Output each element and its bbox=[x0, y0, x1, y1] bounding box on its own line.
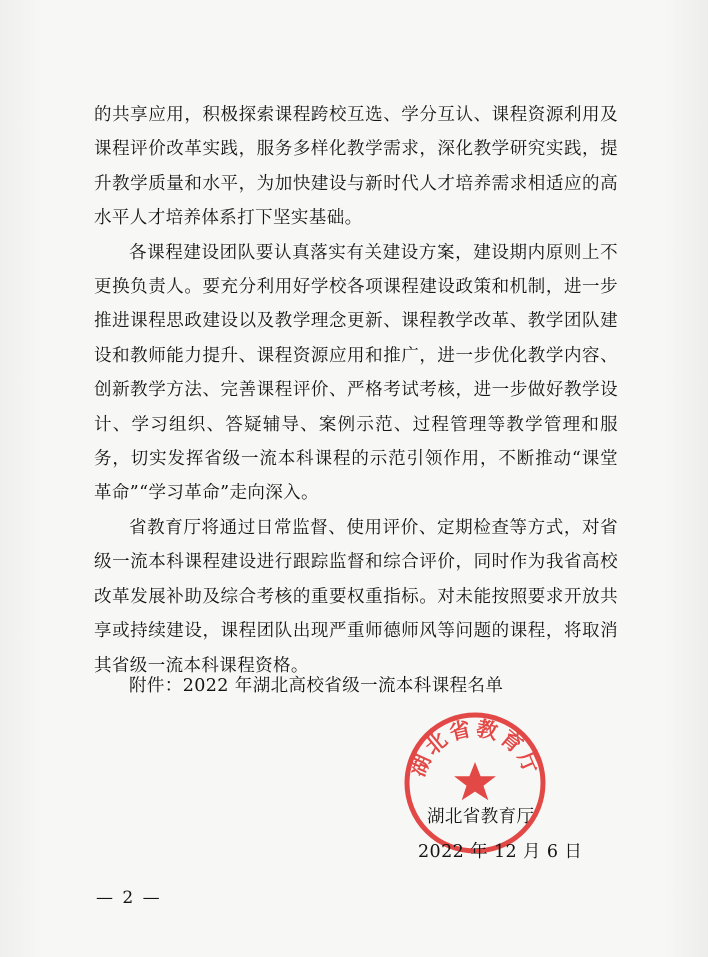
issue-date: 2022 年 12 月 6 日 bbox=[418, 842, 583, 862]
paragraph-3: 省教育厅将通过日常监督、使用评价、定期检查等方式，对省级一流本科课程建设进行跟踪监督和综合评价，同时作为我省高校改革发展补助及综合考核的重要权重指标。对未能按照要求开放共享或持续建设，课程团队出现严重师德师风等问题的课程，将取消其省级一流本科课程资格。 bbox=[94, 517, 618, 676]
paragraph-2: 各课程建设团队要认真落实有关建设方案，建设期内原则上不更换负责人。要充分利用好学校各项课程建设政策和机制，进一步推进课程思政建设以及教学理念更新、课程教学改革、教学团队建设和教师能力提升、课程资源应用和推广，进一步优化教学内容、创新教学方法、完善课程评价、严格考试考核，进一步做好教学设计、学习组织、答疑辅导、案例示范、过程管理等教学管理和服务，切实发挥省级一流本科课程的示范引领作用，不断推动“课堂革命”“学习革命”走向深入。 bbox=[94, 242, 618, 504]
paragraph-1: 的共享应用，积极探索课程跨校互选、学分互认、课程资源利用及课程评价改革实践，服务多样化教学需求，深化教学研究实践，提升教学质量和水平，为加快建设与新时代人才培养需求相适应的高水平人才培养体系打下坚实基础。 bbox=[94, 105, 618, 229]
document-body bbox=[94, 98, 618, 683]
seal-lettering: 湖北省教育厅 bbox=[404, 715, 546, 780]
signer-name: 湖北省教育厅 bbox=[427, 807, 535, 827]
seal-star-icon bbox=[454, 762, 496, 800]
attachment-line: 附件：2022 年湖北高校省级一流本科课程名单 bbox=[129, 676, 504, 696]
official-seal bbox=[402, 710, 548, 856]
page-number: — 2 — bbox=[96, 888, 162, 908]
